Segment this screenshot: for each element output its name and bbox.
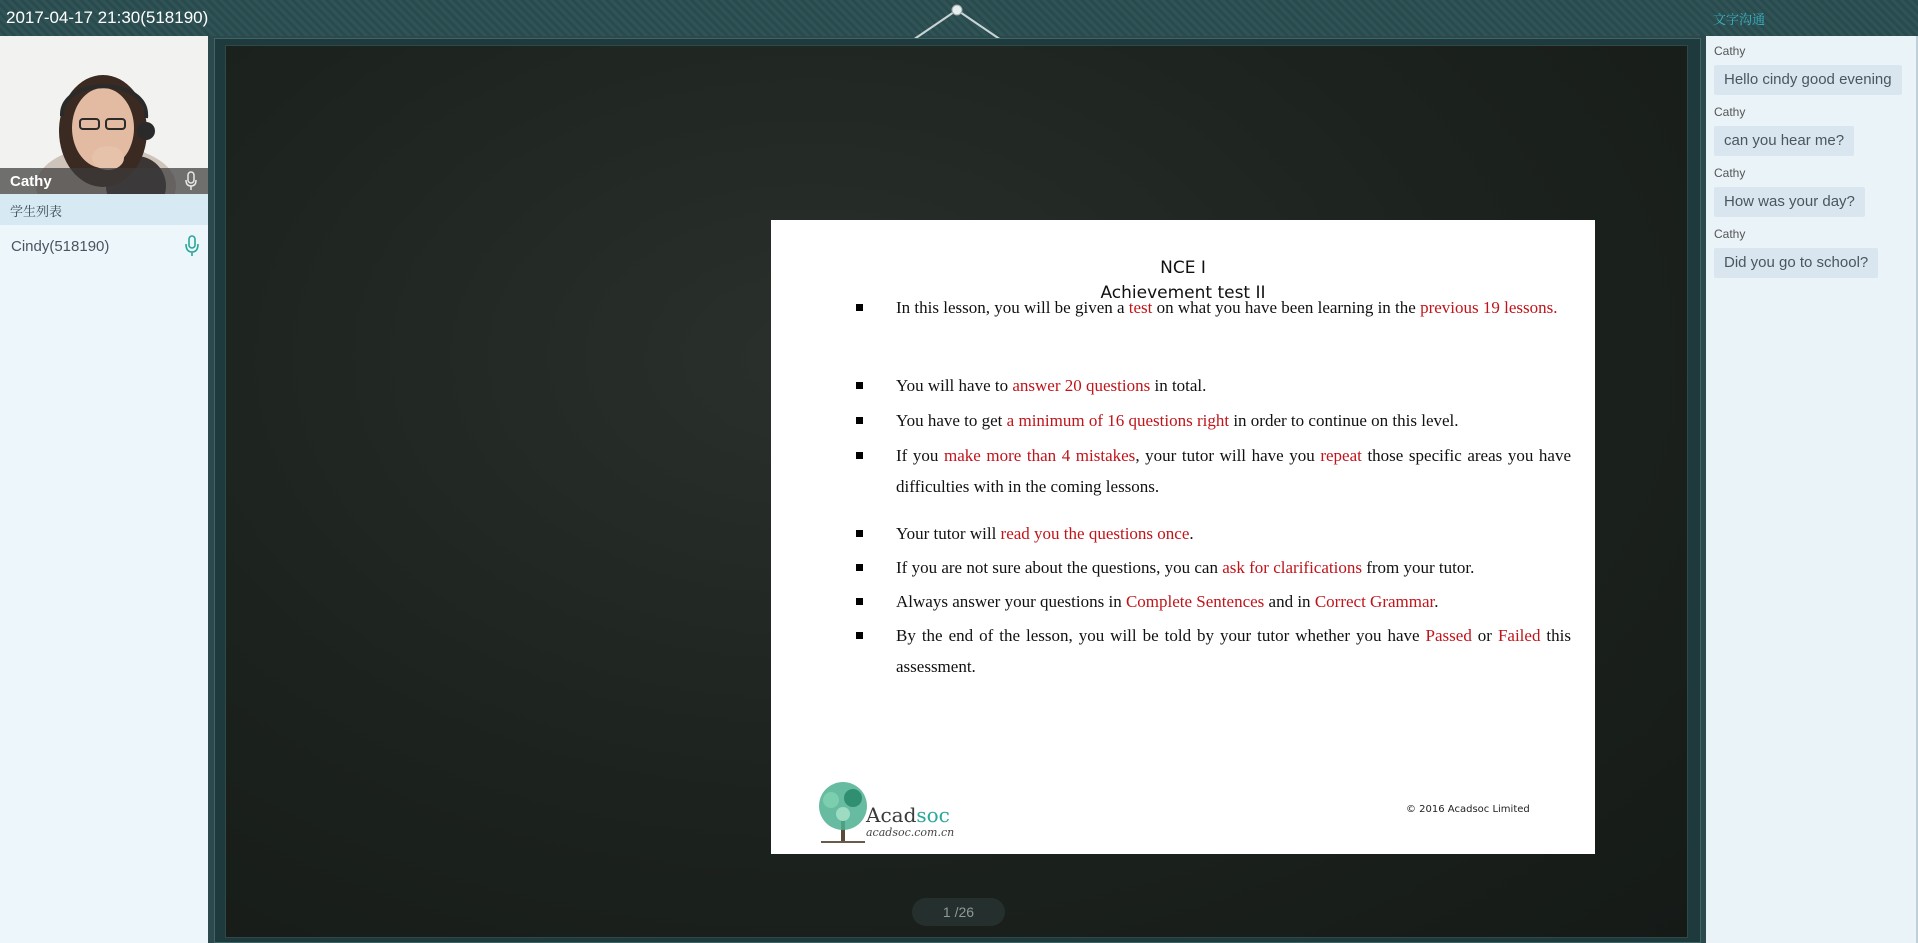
bullet-square-icon (856, 452, 863, 459)
bullet-square-icon (856, 598, 863, 605)
microphone-icon[interactable] (184, 234, 200, 258)
bullet-highlight-text: Failed (1497, 626, 1541, 645)
teacher-name: Cathy (10, 173, 52, 190)
bullet-text: By the end of the lesson, you will be told by your tutor whether you have (896, 626, 1426, 645)
bullet-text: Your tutor will (896, 524, 1001, 543)
bullet-square-icon (856, 417, 863, 424)
slide-bullet (896, 405, 1571, 436)
bullet-highlight-text: test (1128, 298, 1153, 317)
chat-message-sender: Cathy (1714, 227, 1746, 241)
bullet-highlight-text: answer 20 questions (1012, 376, 1151, 395)
bullet-highlight-text: previous 19 lessons. (1420, 298, 1558, 317)
student-list-header (0, 194, 208, 225)
logo-wordmark-part1: Acad (866, 803, 917, 827)
microphone-icon[interactable] (184, 171, 198, 191)
top-bar (0, 0, 1706, 36)
chat-message-bubble: Did you go to school? (1714, 248, 1878, 278)
bullet-square-icon (856, 530, 863, 537)
bullet-highlight-text: Complete Sentences (1125, 592, 1265, 611)
bullet-text: in order to continue on this level. (1229, 411, 1459, 430)
chat-tab-label: 文字沟通 (1713, 12, 1766, 27)
slide-bullet (896, 518, 1571, 549)
bullet-text: . (1189, 524, 1194, 543)
bullet-highlight-text: Correct Grammar (1314, 592, 1435, 611)
chat-message-sender: Cathy (1714, 105, 1746, 119)
bullet-text: If you (896, 446, 944, 465)
bullet-text: Always answer your questions in (896, 592, 1126, 611)
bullet-text: on what you have been learning in the (1152, 298, 1421, 317)
bullet-square-icon (856, 382, 863, 389)
bullet-highlight-text: ask for clarifications (1222, 558, 1362, 577)
session-title: 2017-04-17 21:30(518190) (6, 8, 209, 27)
chat-message-sender: Cathy (1714, 166, 1746, 180)
chat-message-bubble: Hello cindy good evening (1714, 65, 1902, 95)
slide-subtitle: Achievement test II (1100, 283, 1266, 303)
slide-bullet (896, 552, 1571, 583)
bullet-highlight-text: repeat (1320, 446, 1362, 465)
slide-bullet (896, 292, 1571, 323)
student-name: Cindy(518190) (11, 238, 110, 255)
slide-bullet (896, 620, 1571, 682)
bullet-text: this assessment. (896, 626, 1571, 676)
bullet-text: In this lesson, you will be given a (896, 298, 1129, 317)
bullet-text: those specific areas you have difficulties with in the coming lessons. (896, 446, 1572, 496)
logo-wordmark (866, 803, 950, 827)
page-indicator[interactable]: 1 /26 (912, 898, 1005, 926)
bullet-highlight-text: Passed (1425, 626, 1472, 645)
bullet-square-icon (856, 564, 863, 571)
bullet-highlight-text: make more than 4 mistakes (943, 446, 1136, 465)
bullet-text: If you are not sure about the questions, you can (896, 558, 1223, 577)
left-panel (0, 36, 208, 943)
bullet-text: You will have to (896, 376, 1013, 395)
chat-message-bubble: How was your day? (1714, 187, 1865, 217)
bullet-text: from your tutor. (1361, 558, 1475, 577)
bullet-text: , your tutor will have you (1135, 446, 1321, 465)
teacher-video (0, 36, 208, 194)
bullet-square-icon (856, 632, 863, 639)
bullet-text: in total. (1150, 376, 1207, 395)
logo-wordmark-part2: soc (916, 803, 950, 827)
chat-message-bubble: can you hear me? (1714, 126, 1854, 156)
bullet-highlight-text: a minimum of 16 questions right (1006, 411, 1230, 430)
student-list-title: 学生列表 (10, 204, 63, 219)
slide-bullet (896, 370, 1571, 401)
chat-tab[interactable] (1706, 0, 1918, 36)
bullet-text: or (1471, 626, 1498, 645)
slide-bullet (896, 440, 1571, 502)
student-list-item[interactable] (0, 232, 208, 262)
bullet-text: . (1434, 592, 1439, 611)
copyright-text: © 2016 Acadsoc Limited (1406, 804, 1530, 815)
logo-url: acadsoc.com.cn (866, 826, 955, 839)
video-name-bar (0, 168, 208, 194)
slide-bullet (896, 586, 1571, 617)
chat-message-sender: Cathy (1714, 44, 1746, 58)
bullet-square-icon (856, 304, 863, 311)
bullet-text: You have to get (896, 411, 1007, 430)
bullet-text: and in (1264, 592, 1315, 611)
courseware-slide (771, 220, 1595, 854)
chat-panel (1706, 36, 1918, 943)
slide-title: NCE I (1160, 258, 1206, 278)
whiteboard-stage (225, 45, 1688, 938)
bullet-highlight-text: read you the questions once (1000, 524, 1190, 543)
slide-bullet-list (771, 220, 1595, 854)
